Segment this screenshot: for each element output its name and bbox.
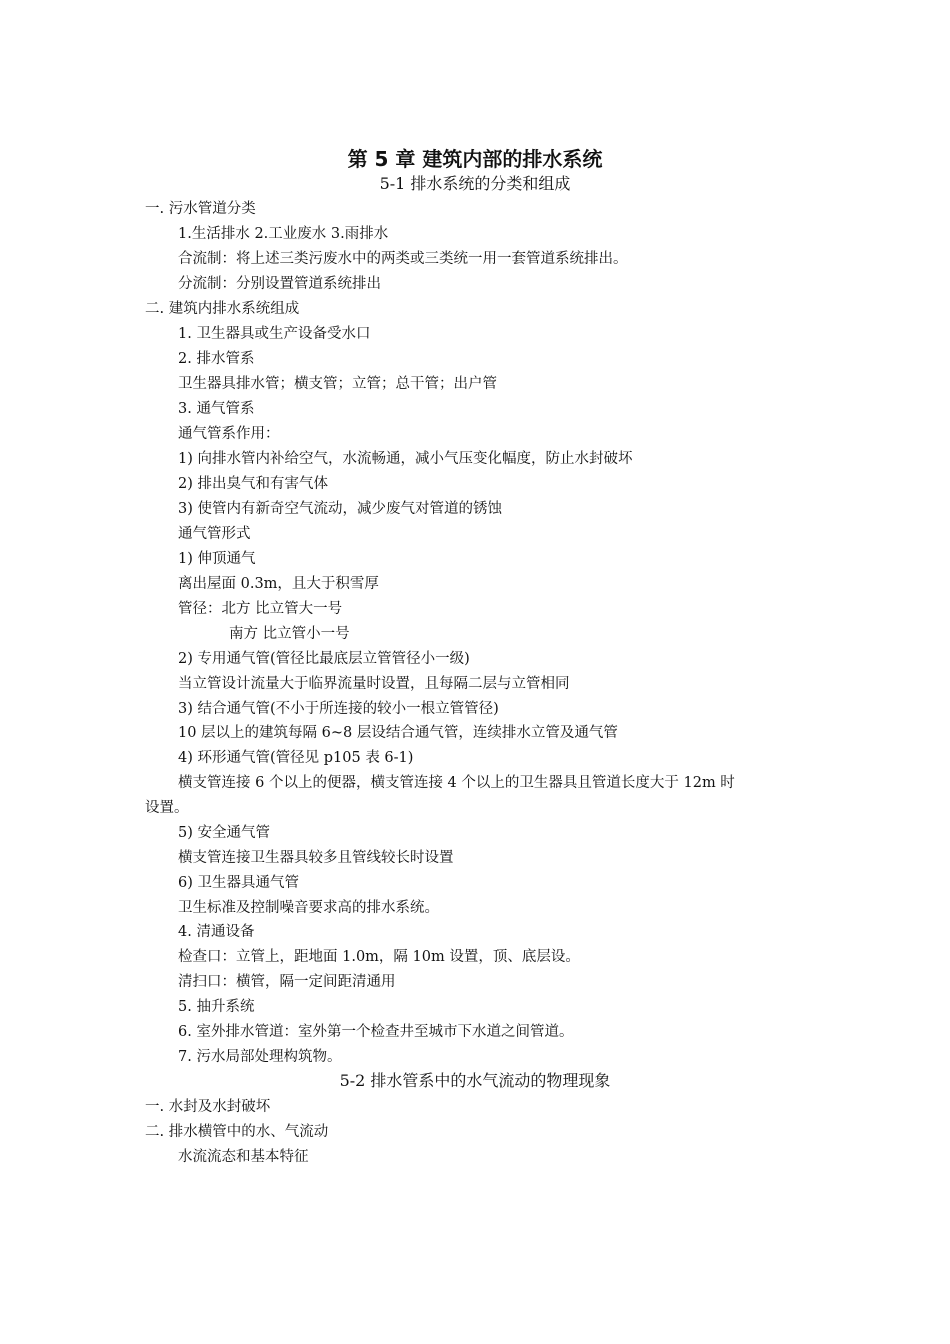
text-line: 管径：北方 比立管大一号 bbox=[178, 601, 343, 617]
list-item: 2) 排出臭气和有害气体 bbox=[178, 476, 328, 492]
list-item: 3) 结合通气管(不小于所连接的较小一根立管管径) bbox=[178, 701, 499, 717]
text-line: 检查口：立管上，距地面 1.0m，隔 10m 设置，顶、底层设。 bbox=[178, 949, 580, 965]
text-line: 10 层以上的建筑每隔 6~8 层设结合通气管，连续排水立管及通气管 bbox=[178, 725, 618, 741]
text-line: 水流流态和基本特征 bbox=[178, 1149, 309, 1165]
list-item: 4. 清通设备 bbox=[178, 924, 255, 940]
heading-horizontal-pipe-flow: 二. 排水横管中的水、气流动 bbox=[145, 1124, 329, 1140]
list-item: 3) 使管内有新奇空气流动，减少废气对管道的锈蚀 bbox=[178, 501, 502, 517]
list-item: 2) 专用通气管(管径比最底层立管管径小一级) bbox=[178, 651, 470, 667]
list-item: 1. 卫生器具或生产设备受水口 bbox=[178, 326, 371, 342]
heading-drainage-composition: 二. 建筑内排水系统组成 bbox=[145, 301, 300, 317]
text-line: 分流制：分别设置管道系统排出 bbox=[178, 276, 381, 292]
text-line: 横支管连接卫生器具较多且管线较长时设置 bbox=[178, 850, 454, 866]
text-line: 离出屋面 0.3m，且大于积雪厚 bbox=[178, 576, 379, 592]
list-item: 7. 污水局部处理构筑物。 bbox=[178, 1049, 342, 1065]
text-line: 卫生标准及控制噪音要求高的排水系统。 bbox=[178, 900, 439, 916]
list-item: 6. 室外排水管道：室外第一个检查井至城市下水道之间管道。 bbox=[178, 1024, 574, 1040]
text-line: 卫生器具排水管；横支管；立管；总干管；出户管 bbox=[178, 376, 497, 392]
text-line: 1.生活排水 2.工业废水 3.雨排水 bbox=[178, 226, 389, 242]
section-heading-5-2: 5-2 排水管系中的水气流动的物理现象 bbox=[339, 1071, 611, 1090]
text-line: 清扫口：横管，隔一定间距清通用 bbox=[178, 974, 396, 990]
text-line: 横支管连接 6 个以上的便器，横支管连接 4 个以上的卫生器具且管道长度大于 12m 时 bbox=[178, 775, 735, 791]
section-heading-5-1: 5-1 排水系统的分类和组成 bbox=[379, 174, 571, 193]
text-line: 当立管设计流量大于临界流量时设置，且每隔二层与立管相同 bbox=[178, 676, 570, 692]
text-line: 通气管形式 bbox=[178, 526, 251, 542]
list-item: 3. 通气管系 bbox=[178, 401, 255, 417]
list-item: 4) 环形通气管(管径见 p105 表 6-1) bbox=[178, 750, 414, 766]
text-line: 南方 比立管小一号 bbox=[229, 626, 350, 642]
chapter-title: 第 5 章 建筑内部的排水系统 bbox=[347, 147, 603, 171]
heading-sewage-classification: 一. 污水管道分类 bbox=[145, 201, 256, 217]
text-line: 通气管系作用： bbox=[178, 426, 280, 442]
list-item: 2. 排水管系 bbox=[178, 351, 255, 367]
list-item: 5. 抽升系统 bbox=[178, 999, 255, 1015]
list-item: 6) 卫生器具通气管 bbox=[178, 875, 299, 891]
list-item: 1) 伸顶通气 bbox=[178, 551, 256, 567]
list-item: 1) 向排水管内补给空气，水流畅通，减小气压变化幅度，防止水封破坏 bbox=[178, 451, 633, 467]
heading-water-seal: 一. 水封及水封破坏 bbox=[145, 1099, 271, 1115]
text-line: 合流制：将上述三类污废水中的两类或三类统一用一套管道系统排出。 bbox=[178, 251, 628, 267]
list-item: 5) 安全通气管 bbox=[178, 825, 270, 841]
text-line: 设置。 bbox=[145, 800, 189, 816]
